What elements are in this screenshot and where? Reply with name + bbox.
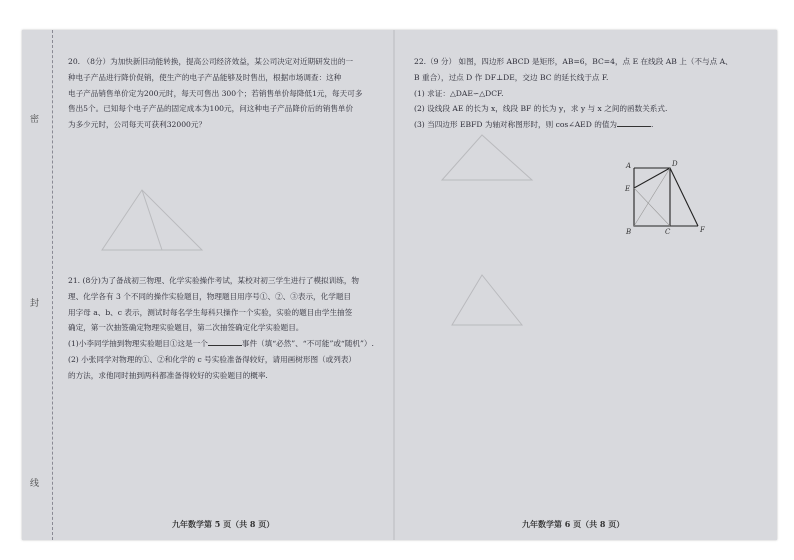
q20-line-3: 电子产品销售单价定为200元时，每天可售出 300个；若销售单价每降低1元，每天可多 xyxy=(68,88,363,98)
margin-char-xian: 线 xyxy=(30,479,40,489)
q21-part-1-tail: 事件（填“必然”、“不可能”或“随机”）. xyxy=(241,339,374,349)
q22-line-3: (1) 求证：△DAE∽△DCF. xyxy=(414,88,504,98)
q20-line-5: 为多少元时，公司每天可获利32000元？ xyxy=(68,120,207,130)
q22-figure xyxy=(618,158,708,236)
page-divider xyxy=(393,30,395,540)
q21-part-2: (2) 小张同学对物理的①、②和化学的 c 号实验准备得较好，请用画树形图（或列表） xyxy=(68,354,357,364)
margin-char-feng: 封 xyxy=(30,299,40,309)
figure-label-d: D xyxy=(672,160,678,168)
right-page-footer: 九年数学第 6 页（共 8 页） xyxy=(522,519,625,529)
q20-line-2: 种电子产品进行降价促销，使生产的电子产品能够及时售出，根据市场调查：这种 xyxy=(68,72,342,82)
q21-line-4: 确定，第一次抽签确定物理实验题目，第二次抽签确定化学实验题目。 xyxy=(68,323,304,333)
q21-line-2: 理、化学各有 3 个不同的操作实验题目，物理题目用序号①、②、③表示，化学题目 xyxy=(68,291,352,301)
q20-line-4: 售出5个。已知每个电子产品的固定成本为100元，问这种电子产品降价后的销售单价 xyxy=(68,104,354,114)
q21-part-1 xyxy=(68,336,388,352)
bleed-through-shape-right xyxy=(442,265,532,335)
left-page xyxy=(68,54,388,384)
exam-sheet xyxy=(22,30,777,540)
q20-line-1: 20. （8分）为加快新旧动能转换，提高公司经济效益，某公司决定对近期研发出的一 xyxy=(68,57,354,66)
q21-part-2-cont: 的方法，求他同时抽到两科都准备得较好的实验题目的概率. xyxy=(68,370,268,380)
question-20 xyxy=(68,54,388,133)
figure-label-f: F xyxy=(700,226,705,234)
answer-space-20 xyxy=(68,133,388,273)
question-22 xyxy=(414,54,734,133)
figure-label-b: B xyxy=(626,228,632,236)
right-page xyxy=(414,54,734,133)
question-21 xyxy=(68,273,388,384)
bleed-through-triangle-right xyxy=(432,130,542,220)
figure-label-e: E xyxy=(625,185,631,193)
figure-label-c: C xyxy=(665,228,671,236)
figure-label-a: A xyxy=(626,162,632,170)
margin-char-mi: 密 xyxy=(30,115,40,125)
q21-line-1: 21. (8分)为了备战初三物理、化学实验操作考试，某校对初三学生进行了模拟训练，物 xyxy=(68,275,360,285)
q22-line-4: (2) 设线段 AE 的长为 x，线段 BF 的长为 y，求 y 与 x 之间的函数关系式. xyxy=(414,104,668,114)
q21-part-1-text: (1)小李同学抽到物理实验题目①这是一个 xyxy=(68,339,208,349)
answer-blank-22-3[interactable] xyxy=(617,118,651,127)
q22-line-2: B 重合），过点 D 作 DF⊥DE，交边 BC 的延长线于点 F. xyxy=(414,72,609,82)
q21-line-3: 用字母 a、b、c 表示，测试时每名学生每科只操作一个实验，实验的题目由学生抽签 xyxy=(68,307,353,317)
q22-line-1: 22.（9 分） 如图，四边形 ABCD 是矩形，AB=6，BC=4，点 E 在线段 AB 上（不与点 A、 xyxy=(414,57,733,66)
binding-margin xyxy=(22,30,53,540)
q22-line-5-text: (3) 当四边形 EBFD 为轴对称图形时，则 cos∠AED 的值为 xyxy=(414,120,618,130)
answer-blank-21-1[interactable] xyxy=(208,337,242,346)
left-page-footer: 九年数学第 5 页（共 8 页） xyxy=(172,519,275,529)
q22-line-5: (3) 当四边形 EBFD 为轴对称图形时，则 cos∠AED 的值为 . xyxy=(414,120,654,130)
